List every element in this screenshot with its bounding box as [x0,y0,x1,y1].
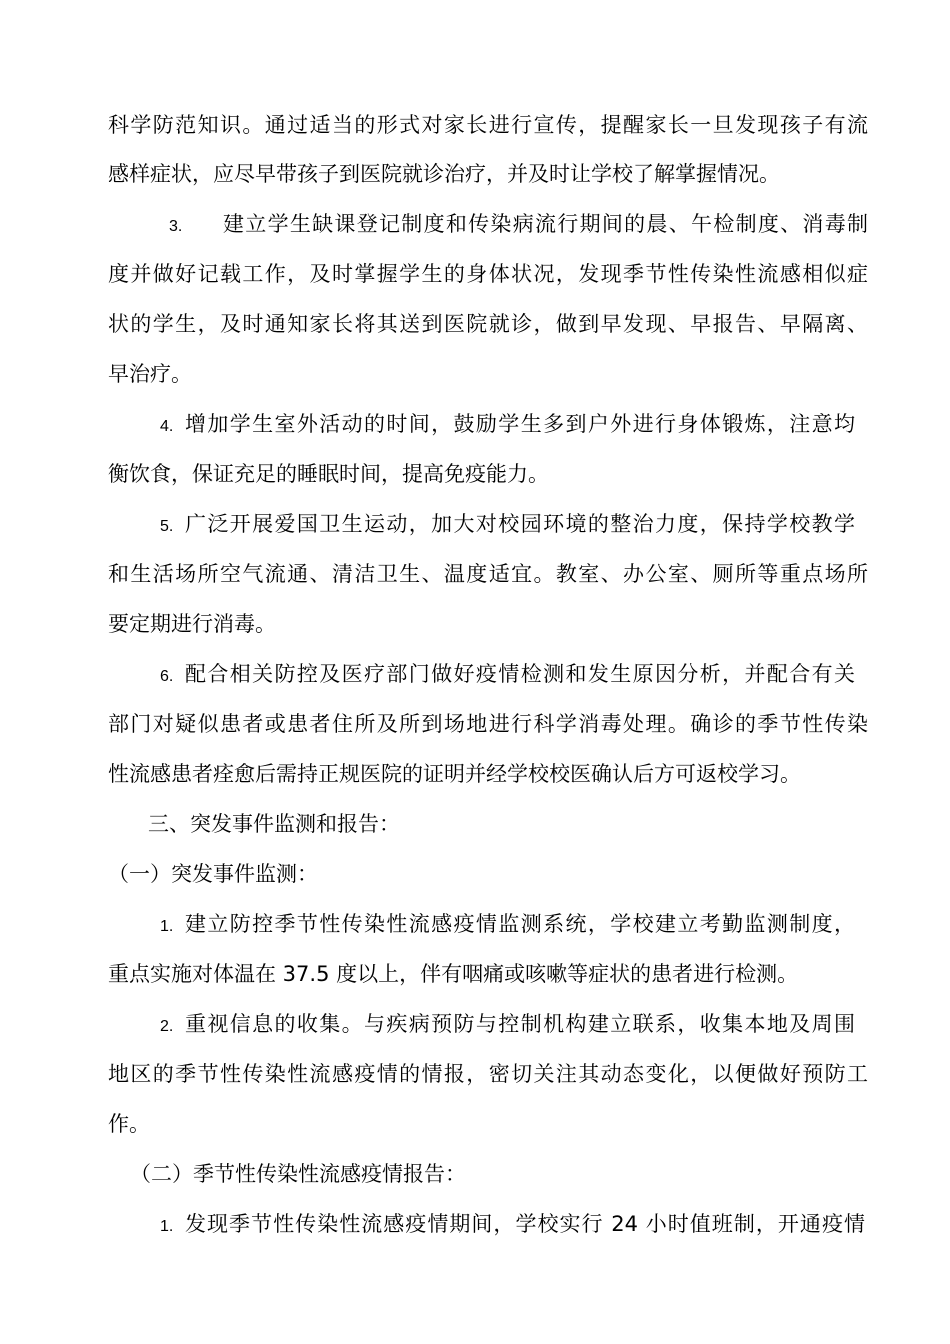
item-number: 5. [160,518,174,535]
item-number: 3. [169,218,183,235]
item-number: 1. [160,1218,174,1235]
paragraph-line: 建立防控季节性传染性流感疫情监测系统，学校建立考勤监测制度， [185,912,855,936]
paragraph-line: 地区的季节性传染性流感疫情的情报，密切关注其动态变化，以便做好预防工 [108,1062,868,1086]
item-number: 1. [160,918,174,935]
paragraph-line: 科学防范知识。通过适当的形式对家长进行宣传，提醒家长一旦发现孩子有流 [108,113,868,137]
paragraph-line: 增加学生室外活动的时间，鼓励学生多到户外进行身体锻炼，注意均 [185,412,855,436]
section-heading: 三、突发事件监测和报告： [148,812,400,836]
paragraph-line: 广泛开展爱国卫生运动，加大对校园环境的整治力度，保持学校教学 [185,512,855,536]
paragraph-line: 重点实施对体温在 37.5 度以上，伴有咽痛或咳嗽等症状的患者进行检测。 [108,962,799,986]
paragraph-line: 状的学生，及时通知家长将其送到医院就诊，做到早发现、早报告、早隔离、 [108,312,868,336]
paragraph-line: 部门对疑似患者或患者住所及所到场地进行科学消毒处理。确诊的季节性传染 [108,712,868,736]
item-number: 4. [160,418,174,435]
paragraph-line: 重视信息的收集。与疾病预防与控制机构建立联系，收集本地及周围 [185,1012,855,1036]
subsection-heading: （二）季节性传染性流感疫情报告： [130,1162,466,1186]
paragraph-line: 发现季节性传染性流感疫情期间，学校实行 24 小时值班制，开通疫情 [185,1212,865,1236]
paragraph-line: 度并做好记载工作，及时掌握学生的身体状况，发现季节性传染性流感相似症 [108,262,868,286]
paragraph-line: 感样症状，应尽早带孩子到医院就诊治疗，并及时让学校了解掌握情况。 [108,162,780,186]
paragraph-line: 要定期进行消毒。 [108,612,276,636]
paragraph-line: 早治疗。 [108,362,192,386]
subsection-heading: （一）突发事件监测： [108,862,318,886]
paragraph-line: 和生活场所空气流通、清洁卫生、温度适宜。教室、办公室、厕所等重点场所 [108,562,868,586]
paragraph-line: 衡饮食，保证充足的睡眠时间，提高免疫能力。 [108,462,549,486]
paragraph-line: 配合相关防控及医疗部门做好疫情检测和发生原因分析，并配合有关 [185,662,855,686]
item-number: 6. [160,668,174,685]
paragraph-line: 建立学生缺课登记制度和传染病流行期间的晨、午检制度、消毒制 [223,212,868,236]
paragraph-line: 性流感患者痊愈后需持正规医院的证明并经学校校医确认后方可返校学习。 [108,762,801,786]
item-number: 2. [160,1018,174,1035]
paragraph-line: 作。 [108,1112,150,1136]
